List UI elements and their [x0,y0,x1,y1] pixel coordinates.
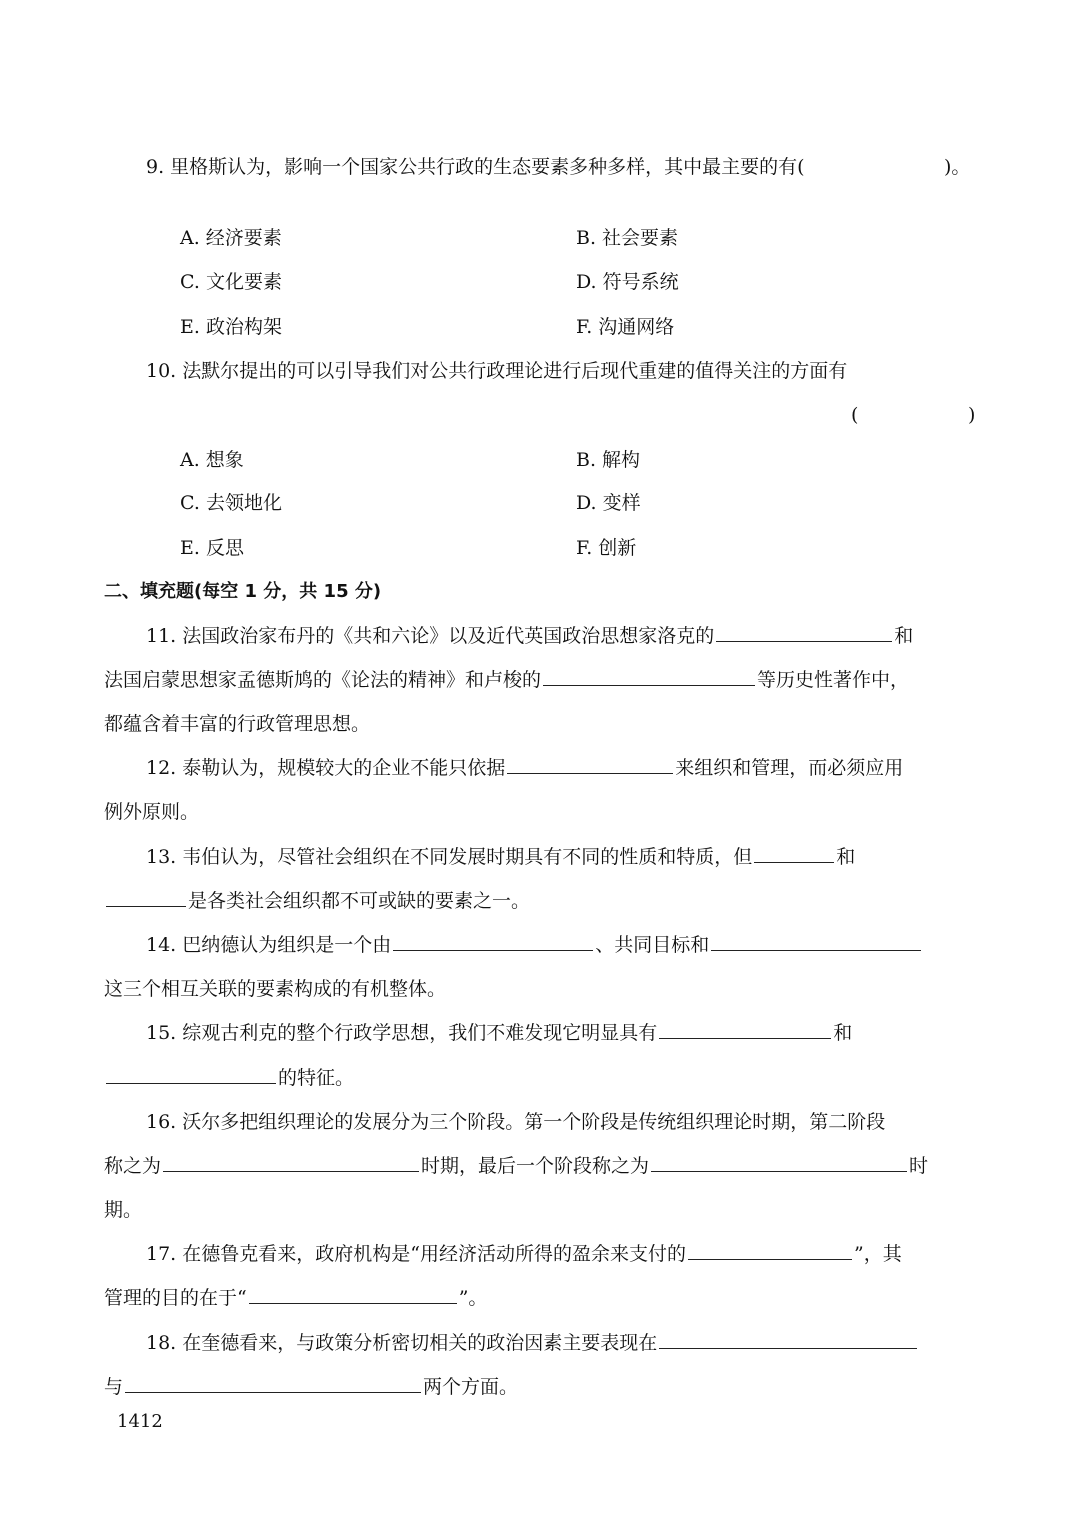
question-17-line-2 [104,1289,487,1308]
question-14-text-1: 14. 巴纳德认为组织是一个由 [146,934,392,956]
question-9-stem [146,158,805,177]
question-11-line-2 [104,671,909,690]
question-9-option-f: F. 沟通网络 [576,316,675,338]
question-12-blank-1[interactable] [507,772,673,774]
question-10-option-b: B. 解构 [576,449,641,471]
question-9-option-c: C. 文化要素 [180,271,282,293]
question-16-text-3: 时 [909,1155,929,1177]
question-17-line-1 [146,1245,902,1264]
question-14-text-2: 、共同目标和 [595,934,710,956]
question-11-blank-2[interactable] [543,684,755,686]
question-13-text-1: 13. 韦伯认为，尽管社会组织在不同发展时期具有不同的性质和特质，但 [146,846,753,868]
question-10-stem: 10. 法默尔提出的可以引导我们对公共行政理论进行后现代重建的值得关注的方面有 [146,360,848,382]
question-9-option-e: E. 政治构架 [180,316,282,338]
question-11-blank-1[interactable] [716,640,892,642]
question-15-blank-1[interactable] [659,1037,831,1039]
question-10-option-c: C. 去领地化 [180,492,282,514]
question-16-text-2: 时期，最后一个阶段称之为 [421,1155,650,1177]
question-14-blank-2[interactable] [711,949,921,951]
question-17-text-3: 管理的目的在于“ [104,1287,247,1309]
section-2-heading: 二、填充题(每空 1 分，共 15 分) [104,581,382,602]
question-10-paren-open: ( [851,404,859,426]
question-16-blank-2[interactable] [651,1170,907,1172]
question-11-line-3: 都蕴含着丰富的行政管理思想。 [104,713,371,735]
question-13-blank-2[interactable] [106,905,186,907]
question-10-paren-close: ) [968,404,976,426]
question-14-blank-1[interactable] [393,949,593,951]
question-16-line-3: 期。 [104,1199,143,1221]
question-17-text-4: ”。 [458,1287,488,1309]
question-14-line-2: 这三个相互关联的要素构成的有机整体。 [104,978,447,1000]
page-number: 1412 [117,1411,163,1432]
question-16-line-2 [104,1157,928,1176]
question-12-text-1: 12. 泰勒认为，规模较大的企业不能只依据 [146,757,506,779]
question-10-option-a: A. 想象 [180,449,244,471]
question-18-text-2: 与 [104,1376,124,1398]
question-9-option-a: A. 经济要素 [180,227,282,249]
question-10-option-e: E. 反思 [180,537,244,559]
question-9-text: 9. 里格斯认为，影响一个国家公共行政的生态要素多种多样，其中最主要的有( [146,156,805,178]
question-10-option-d: D. 变样 [576,492,641,514]
question-12-line-1 [146,759,903,778]
question-9-option-b: B. 社会要素 [576,227,679,249]
question-13-text-3: 是各类社会组织都不可或缺的要素之一。 [188,890,531,912]
question-13-text-2: 和 [836,846,856,868]
question-15-text-3: 的特征。 [278,1067,355,1089]
question-10-option-f: F. 创新 [576,537,637,559]
question-11-text-3: 法国启蒙思想家孟德斯鸠的《论法的精神》和卢梭的 [104,669,542,691]
question-17-blank-2[interactable] [249,1302,457,1304]
question-11-text-4: 等历史性著作中， [757,669,910,691]
question-15-text-2: 和 [833,1022,853,1044]
question-15-line-2 [104,1069,354,1088]
question-15-text-1: 15. 综观古利克的整个行政学思想，我们不难发现它明显具有 [146,1022,658,1044]
question-11-text-2: 和 [894,625,914,647]
question-17-text-1: 17. 在德鲁克看来，政府机构是“用经济活动所得的盈余来支付的 [146,1243,686,1265]
question-18-blank-2[interactable] [125,1391,421,1393]
question-16-blank-1[interactable] [163,1170,419,1172]
question-18-blank-1[interactable] [659,1347,917,1349]
question-14-line-1 [146,936,923,955]
question-16-line-1: 16. 沃尔多把组织理论的发展分为三个阶段。第一个阶段是传统组织理论时期，第二阶段 [146,1111,886,1133]
question-15-blank-2[interactable] [106,1082,276,1084]
question-16-text-1: 称之为 [104,1155,162,1177]
question-11-line-1 [146,627,913,646]
question-12-text-2: 来组织和管理，而必须应用 [675,757,904,779]
question-13-line-1 [146,848,855,867]
question-18-text-3: 两个方面。 [423,1376,519,1398]
question-13-line-2 [104,892,530,911]
question-15-line-1 [146,1024,852,1043]
question-18-line-2 [104,1378,518,1397]
question-9-option-d: D. 符号系统 [576,271,679,293]
question-12-line-2: 例外原则。 [104,801,200,823]
question-9-paren-close: )。 [944,156,971,178]
question-17-blank-1[interactable] [688,1258,852,1260]
question-18-text-1: 18. 在奎德看来，与政策分析密切相关的政治因素主要表现在 [146,1332,658,1354]
question-11-text-1: 11. 法国政治家布丹的《共和六论》以及近代英国政治思想家洛克的 [146,625,715,647]
question-13-blank-1[interactable] [754,861,834,863]
question-17-text-2: ”，其 [853,1243,902,1265]
question-18-line-1 [146,1334,919,1353]
